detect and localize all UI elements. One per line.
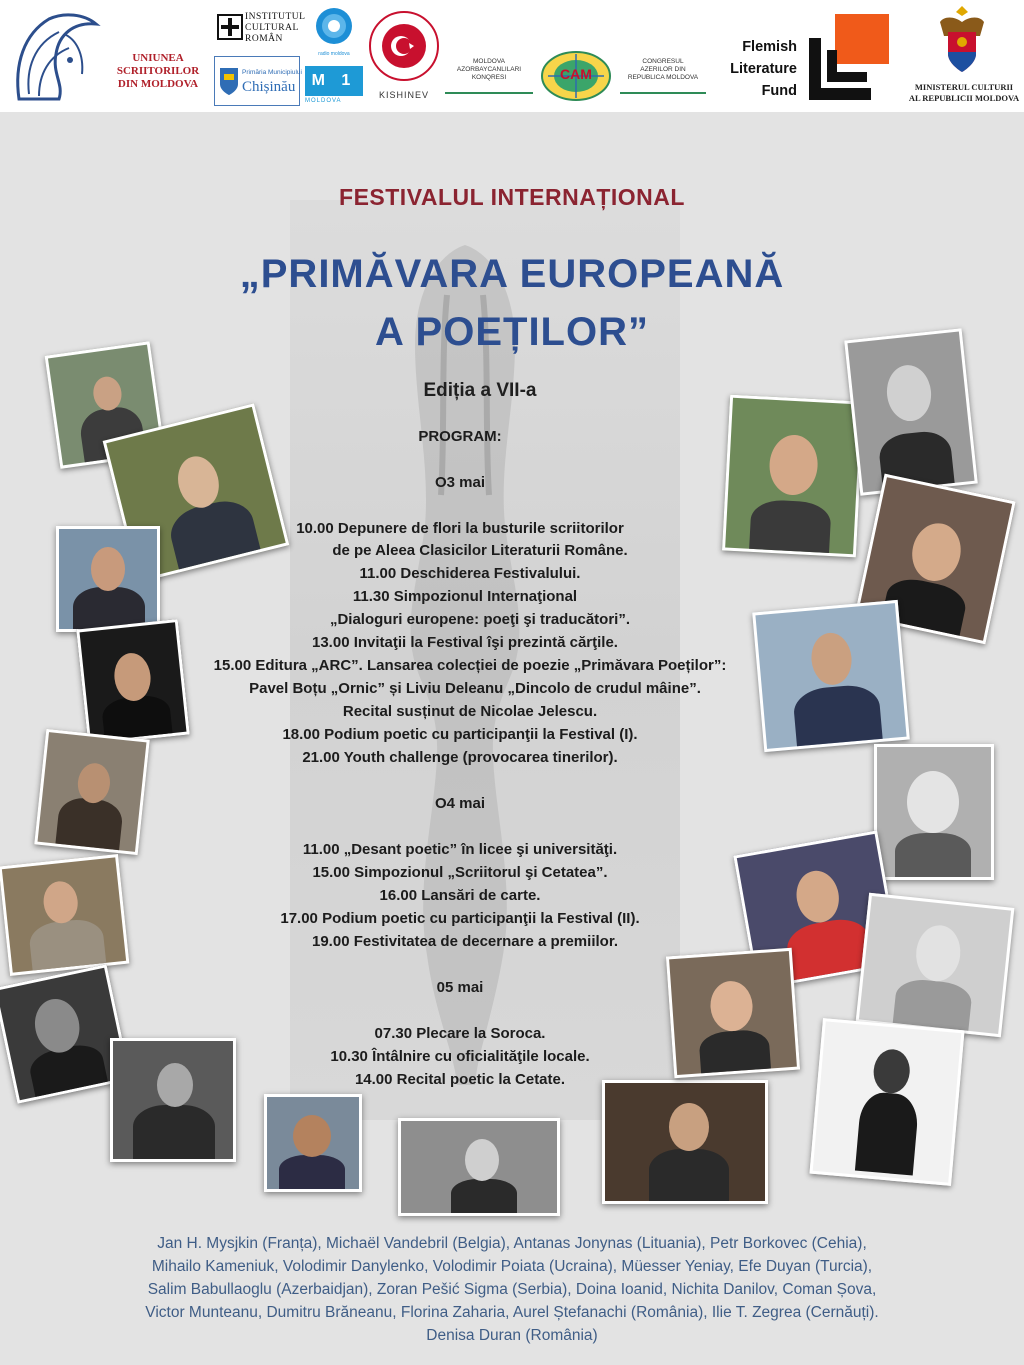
program-item: Recital susținut de Nicolae Jelescu. <box>342 703 598 720</box>
azeri-line1: CONGRESUL <box>642 58 684 65</box>
flemish-fund-logo <box>711 10 893 104</box>
participants-line: Denisa Duran (România) <box>426 1327 598 1344</box>
chisinau-logo <box>214 56 300 106</box>
sponsor-logo-strip <box>0 0 1024 112</box>
program-item: de pe Aleea Clasicilor Literaturii Române. <box>332 542 628 559</box>
moldova-coat-of-arms-icon <box>932 2 992 78</box>
ministry-line1: MINISTERUL CULTURII <box>914 82 1014 92</box>
radio-moldova-logo <box>314 6 356 60</box>
radio-label: radio moldova <box>318 51 350 57</box>
program-item: 10.00 Depunere de flori la busturile scriitorilor <box>296 520 624 537</box>
chisinau-crest-icon <box>218 66 240 96</box>
icr-logo <box>215 6 306 48</box>
m1-mark: M 1 <box>305 66 363 96</box>
participants-line: Jan H. Mysjkin (Franța), Michaël Vandebril (Belgia), Antanas Jonynas (Lituania), Petr Borkovec (Cehia), <box>157 1235 867 1252</box>
m1-logo <box>305 66 363 108</box>
participants-line: Salim Babullaoglu (Azerbaidjan), Zoran Pešić Sigma (Serbia), Doina Ioanid, Nichita Danilov, Coman Șova, <box>147 1281 877 1298</box>
poet-photo <box>56 526 160 632</box>
azeri-congress-logo <box>620 58 706 94</box>
poet-photo <box>844 328 978 495</box>
day-heading-3: 05 mai <box>436 979 484 996</box>
flemish-line3: Fund <box>761 83 797 99</box>
azeri-line3: REPUBLICA MOLDOVA <box>627 74 699 81</box>
program-item: 15.00 Editura „ARC”. Lansarea colecției de poezie „Primăvara Poeților”: <box>213 657 727 674</box>
poet-photo <box>752 600 910 752</box>
poet-photo <box>666 948 800 1078</box>
program-item: 13.00 Invitaţii la Festival îşi prezintă cărţile. <box>312 634 618 651</box>
flemish-line2: Literature <box>730 61 797 77</box>
icr-line3: ROMÂN <box>245 34 283 44</box>
turkey-city: KISHINEV <box>378 90 429 100</box>
usm-logo <box>4 4 210 104</box>
ministry-culture-logo <box>904 0 1024 112</box>
icr-line1: INSTITUTUL <box>245 12 306 22</box>
usm-line2: SCRIITORILOR <box>116 65 200 77</box>
festival-title-line2: A POEȚILOR” <box>375 310 649 354</box>
usm-line3: DIN MOLDOVA <box>117 78 199 90</box>
turkey-embassy-logo <box>364 10 444 104</box>
program-item: 07.30 Plecare la Soroca. <box>374 1025 546 1042</box>
program-item: 15.00 Simpozionul „Scriitorul şi Cetatea”. <box>312 864 608 881</box>
cam-label: CAM <box>560 66 592 82</box>
program-item: 21.00 Youth challenge (provocarea tinerilor). <box>302 749 618 766</box>
flemish-mark-icon <box>807 12 891 102</box>
cam-logo <box>540 50 612 102</box>
poet-photo <box>34 729 150 855</box>
chisinau-big: Chișinău <box>242 79 296 95</box>
participants-line: Victor Munteanu, Dumitru Brăneanu, Florina Zaharia, Aurel Ștefanachi (România), Ilie T. Zegrea (Cernăuți). <box>145 1304 879 1321</box>
program-heading: PROGRAM: <box>418 428 502 445</box>
poet-photo <box>0 854 129 976</box>
m1-sub: MOLDOVA <box>305 98 342 104</box>
poet-photo <box>856 893 1015 1038</box>
turkey-seal-icon <box>368 10 440 82</box>
ministry-line2: AL REPUBLICII MOLDOVA <box>908 93 1020 103</box>
poet-photo <box>874 744 994 880</box>
poet-photo <box>602 1080 768 1204</box>
program-item: Pavel Boțu „Ornic” și Liviu Deleanu „Dincolo de crudul mâine”. <box>249 680 701 697</box>
festival-subtitle: FESTIVALUL INTERNAȚIONAL <box>339 184 685 210</box>
azeri-line2: AZERILOR DIN <box>640 66 686 73</box>
program-item: 19.00 Festivitatea de decernare a premiilor. <box>312 933 618 950</box>
participants-line: Mihailo Kameniuk, Volodimir Danylenko, Volodimir Poiata (Ucraina), Müesser Yeniay, Efe Duyan (Turcia), <box>151 1258 873 1275</box>
congress-line3: KONQRESI <box>471 74 507 81</box>
icr-cross-icon <box>217 14 243 40</box>
program-item: 17.00 Podium poetic cu participanţii la Festival (II). <box>280 910 640 927</box>
poet-photo <box>110 1038 236 1162</box>
program-item: 18.00 Podium poetic cu participanţii la Festival (I). <box>282 726 638 743</box>
usm-line1: UNIUNEA <box>132 52 184 64</box>
poet-photo <box>264 1094 362 1192</box>
festival-title-line1: „PRIMĂVARA EUROPEANĂ <box>239 252 785 296</box>
program-item: 11.00 „Desant poetic” în licee şi universităţi. <box>302 841 618 858</box>
participants-list <box>0 1232 1024 1347</box>
program-item: 11.00 Deschiderea Festivalului. <box>359 565 581 582</box>
program-item: „Dialoguri europene: poeţi şi traducători”. <box>329 611 631 628</box>
program-item: 16.00 Lansări de carte. <box>379 887 541 904</box>
radio-waves-icon <box>314 6 354 46</box>
usm-emblem-icon <box>4 4 104 104</box>
congress-line2: AZORBAYCANLILARI <box>456 66 522 73</box>
day-heading-2: O4 mai <box>434 795 486 812</box>
poet-photo <box>809 1018 964 1186</box>
program-item: 10.30 Întâlnire cu oficialităţile locale. <box>330 1048 590 1065</box>
poet-photo <box>76 619 190 745</box>
azerbaijani-congress-logo <box>445 58 533 94</box>
congress-line1: MOLDOVA <box>472 58 506 65</box>
program-item: 11.30 Simpozionul Internaţional <box>352 588 578 605</box>
program-item: 14.00 Recital poetic la Cetate. <box>354 1071 566 1088</box>
poet-photo <box>398 1118 560 1216</box>
day-heading-1: O3 mai <box>434 474 486 491</box>
turkey-ring-text <box>364 10 365 11</box>
icr-line2: CULTURAL <box>245 23 299 33</box>
flemish-line1: Flemish <box>742 39 797 55</box>
poet-photo <box>722 395 864 558</box>
edition-label: Ediția a VII-a <box>423 380 537 401</box>
chisinau-small: Primăria Municipiului <box>242 69 302 76</box>
